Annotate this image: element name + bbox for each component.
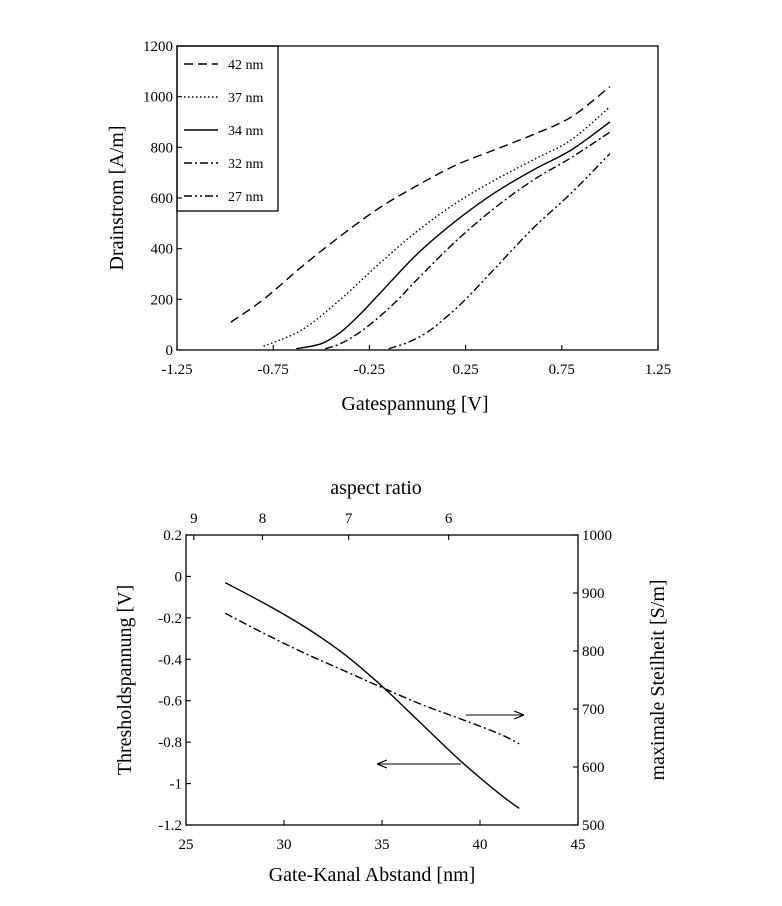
bottom-right-y-tick-label: 500: [582, 818, 605, 834]
series-32-nm-line: [325, 132, 610, 349]
bottom-right-y-axis-title: maximale Steilheit [S/m]: [647, 579, 669, 781]
top-curves: [231, 87, 610, 349]
legend-label-34-nm: 34 nm: [228, 124, 264, 139]
legend-label-32-nm: 32 nm: [228, 157, 264, 172]
top-y-tick-label: 1200: [143, 39, 173, 55]
bottom-right-y-tick-label: 900: [582, 586, 605, 602]
top-x-tick-label: -0.25: [353, 362, 386, 378]
bottom-curves: [225, 583, 519, 809]
threshold-chart: [114, 477, 669, 886]
bottom-right-y-tick-label: 800: [582, 644, 605, 660]
aspect-ratio-ticks: [190, 511, 453, 540]
bottom-left-y-tick-label: -1: [169, 776, 182, 793]
top-y-tick-label: 1000: [143, 89, 173, 106]
bottom-x-tick-label: 40: [472, 837, 488, 853]
legend-label-42-nm: 42 nm: [228, 58, 264, 73]
bottom-left-y-tick-label: -0.8: [158, 735, 182, 752]
top-y-tick-label: 600: [150, 191, 173, 207]
aspect-ratio-tick-label: 8: [258, 511, 267, 527]
bottom-right-y-tick-label: 1000: [582, 528, 612, 544]
legend: [177, 46, 278, 211]
bottom-right-y-tick-label: 700: [582, 702, 605, 718]
top-y-axis-title: Drainstrom [A/m]: [106, 125, 128, 271]
top-y-tick-label: 0: [165, 343, 173, 359]
bottom-left-y-tick-label: 0.2: [163, 528, 182, 544]
top-y-tick-label: 400: [150, 241, 173, 258]
aspect-ratio-title: aspect ratio: [330, 477, 422, 499]
bottom-x-tick-label: 25: [178, 837, 194, 853]
bottom-x-tick-label: 45: [570, 837, 586, 853]
top-x-tick-label: 0.25: [452, 362, 479, 378]
series-27-nm-line: [389, 154, 610, 349]
top-y-tick-label: 800: [150, 140, 173, 157]
aspect-ratio-tick-label: 6: [444, 511, 453, 527]
top-x-tick-label: -1.25: [161, 362, 193, 378]
series-maximale-steilheit-line: [225, 613, 519, 744]
bottom-left-y-tick-label: -0.2: [158, 610, 182, 627]
bottom-left-y-tick-label: -0.6: [158, 693, 182, 710]
bottom-x-tick-label: 35: [374, 837, 390, 853]
series-42-nm-line: [231, 87, 610, 323]
bottom-left-y-tick-label: 0: [174, 569, 182, 586]
bottom-left-y-tick-label: -0.4: [158, 652, 182, 669]
series-34-nm-line: [296, 122, 610, 349]
drain-current-chart: [106, 39, 671, 415]
series-37-nm-line: [264, 107, 610, 346]
top-y-ticks: [143, 39, 182, 359]
bottom-right-y-tick-label: 600: [582, 760, 605, 776]
bottom-left-y-tick-label: -1.2: [158, 818, 182, 834]
top-x-tick-label: 1.25: [644, 362, 672, 378]
bottom-plot-frame: [186, 535, 578, 825]
top-y-tick-label: 200: [150, 292, 173, 309]
aspect-ratio-tick-label: 9: [190, 511, 198, 527]
legend-label-37-nm: 37 nm: [228, 91, 264, 106]
top-x-axis-title: Gatespannung [V]: [341, 393, 489, 415]
series-thresholdspannung-line: [225, 583, 519, 809]
bottom-x-tick-label: 30: [276, 837, 292, 853]
top-x-tick-label: 0.75: [548, 362, 575, 378]
top-x-tick-label: -0.75: [257, 362, 289, 378]
bottom-right-y-ticks: [573, 528, 612, 834]
bottom-x-axis-title: Gate-Kanal Abstand [nm]: [268, 864, 476, 886]
legend-label-27-nm: 27 nm: [228, 190, 264, 205]
aspect-ratio-tick-label: 7: [344, 511, 353, 527]
bottom-left-y-axis-title: Thresholdspannung [V]: [114, 584, 136, 776]
